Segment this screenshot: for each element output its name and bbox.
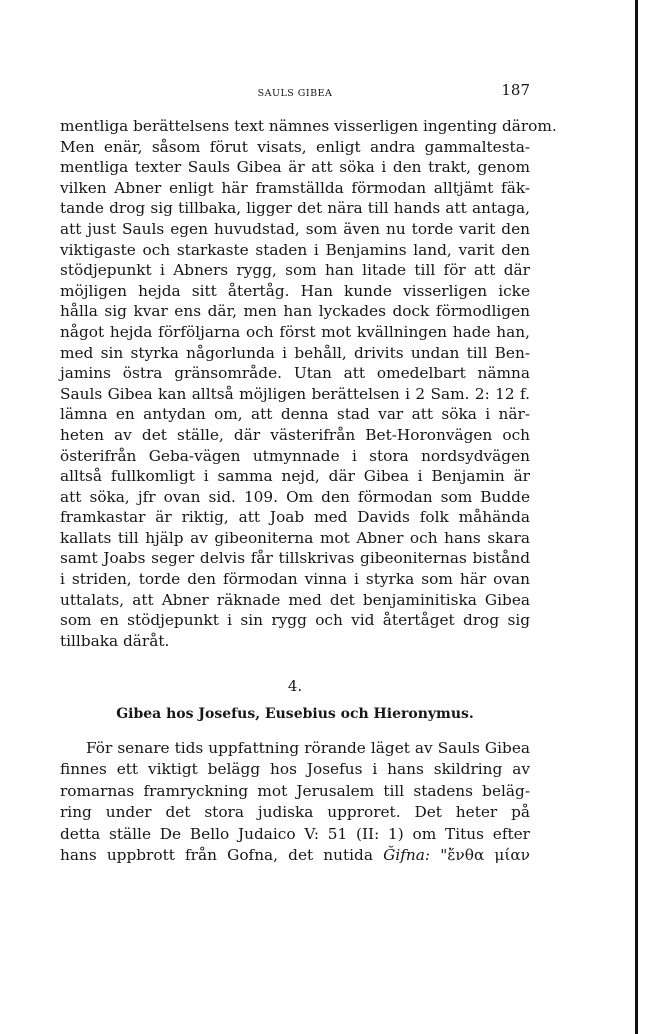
text-line: hålla sig kvar ens där, men han lyckades dock förmodligen [60,302,530,321]
page-number: 187 [501,81,530,99]
text-line: något hejda förföljarna och först mot kvällningen hade han, [60,322,530,341]
text-line: alltså fullkomligt i samma nejd, där Gibea i Benjamin är [60,467,530,486]
page-header [60,78,530,102]
text-line: framkastar är riktig, att Joab med Davids folk måhända [60,508,530,527]
text-line: samt Joabs seger delvis får tillskrivas gibeoniternas bistånd [60,549,530,568]
page-edge-line [635,0,638,1034]
text-line: kallats till hjälp av gibeoniterna mot Abner och hans skara [60,528,530,547]
text-line: uttalats, att Abner räknade med det benjaminitiska Gibea [60,590,530,609]
text-line: romarnas framryckning mot Jerusalem till stadens beläg- [60,781,530,800]
text-line: lämna en antydan om, att denna stad var att söka i när- [60,405,530,424]
italic-place-name: Ğifna: [383,845,431,864]
text-line: mentliga texter Sauls Gibea är att söka i den trakt, genom [60,158,530,177]
text-line: mentliga berättelsens text nämnes visserligen ingenting därom. [60,117,557,135]
text-line: viktigaste och starkaste staden i Benjamins land, varit den [60,240,530,259]
running-head: SAULS GIBEA [257,88,333,99]
text-line: För senare tids uppfattning rörande läget av Sauls Gibea [86,739,530,757]
text-line: tande drog sig tillbaka, ligger det nära till hands att antaga, [60,199,530,218]
text-line: tillbaka däråt. [60,631,170,650]
paragraph-2 [60,738,530,866]
section-number: 4. [287,677,303,695]
text-line: att just Sauls egen huvudstad, som även nu torde varit den [60,219,530,238]
paragraph-1 [60,116,557,651]
greek-quote: "ἔνθα μίαν [440,845,530,864]
text-line: som en stödjepunkt i sin rygg och vid återtåget drog sig [60,611,530,630]
text-line: österifrån Geba-vägen utmynnade i stora nordsydvägen [60,446,530,465]
text-line: i striden, torde den förmodan vinna i styrka som här ovan [60,570,530,589]
text-line: finnes ett viktigt belägg hos Josefus i hans skildring av [60,760,530,779]
text-line-last [60,845,530,866]
text-line: stödjepunkt i Abners rygg, som han litade till för att där [60,261,530,280]
text-segment: hans uppbrott från Gofna, det nutida [60,845,373,864]
text-line: ring under det stora judiska upproret. Det heter på [60,803,530,822]
text-line: jamins östra gränsområde. Utan att omedelbart nämna [60,364,530,383]
text-line: att söka, jfr ovan sid. 109. Om den förmodan som Budde [60,487,530,506]
text-line: möjligen hejda sitt återtåg. Han kunde visserligen icke [60,281,530,300]
text-line: vilken Abner enligt här framställda förmodan alltjämt fäk- [60,178,530,197]
text-line: Sauls Gibea kan alltså möjligen berättelsen i 2 Sam. 2: 12 f. [60,384,530,403]
text-line: Men enär, såsom förut visats, enligt andra gammaltesta- [60,137,530,156]
text-line: med sin styrka någorlunda i behåll, drivits undan till Ben- [60,343,530,362]
text-line: detta ställe De Bello Judaico V: 51 (II: 1) om Titus efter [60,824,530,843]
text-line: heten av det ställe, där västerifrån Bet-Horonvägen och [60,425,530,444]
section-title: Gibea hos Josefus, Eusebius och Hieronymus. [116,706,474,722]
